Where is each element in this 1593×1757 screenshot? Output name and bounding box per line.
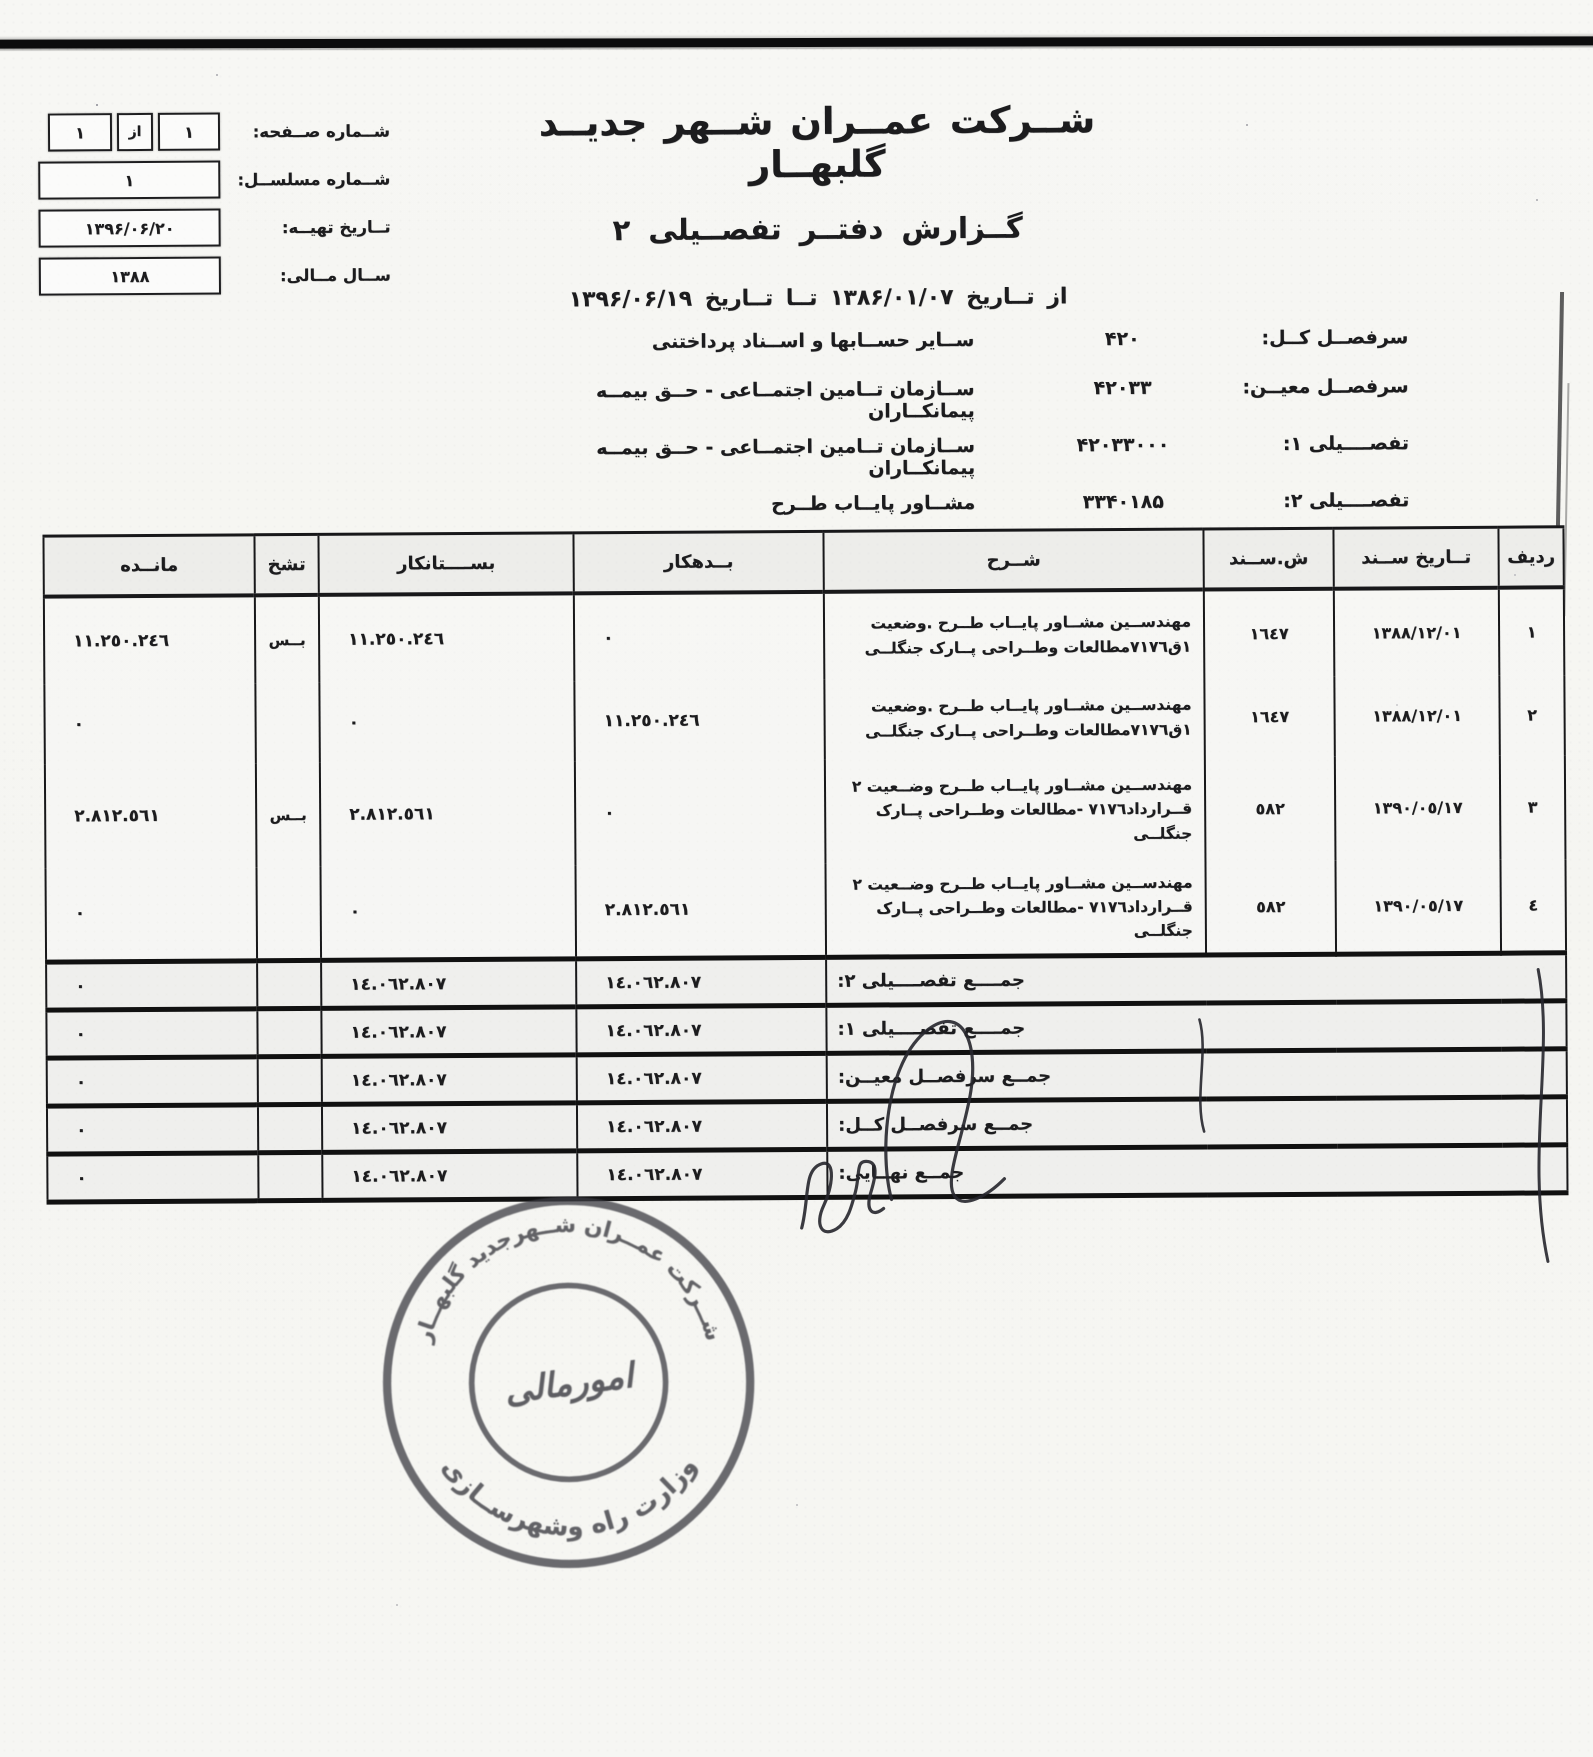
- cell-doc-no: ٥٨٢: [1205, 860, 1336, 955]
- subsidiary-heading-label: سرفصــل معیــن:: [1242, 375, 1409, 399]
- account-info-section: [550, 326, 1409, 543]
- col-header-row-no: ردیف: [1498, 527, 1563, 587]
- table-row: [44, 675, 1564, 764]
- stamp-center-text: امورمالی: [502, 1355, 636, 1412]
- fiscal-year-boxes: [39, 257, 221, 296]
- cell-doc-no: ١٦٤٧: [1204, 588, 1335, 677]
- report-date-range: از تــاریخ ۱۳۸۶/۰۱/۰۷ تــا تــاریخ ۱۳۹۶/۰۶/۱۹: [568, 284, 1068, 313]
- summary-debit: ١٤.٠٦٢.٨٠٧: [577, 1101, 827, 1151]
- cell-doc-date: ١٣٩٠/٠٥/١٧: [1335, 859, 1501, 954]
- summary-type: [258, 1056, 322, 1104]
- summary-debit: ١٤.٠٦٢.٨٠٧: [576, 1005, 826, 1055]
- summary-balance: ٠: [47, 1057, 258, 1106]
- summary-debit: ١٤.٠٦٢.٨٠٧: [577, 1053, 827, 1103]
- report-title: گــزارش دفتــر تفصــیلی ۲: [612, 210, 1023, 248]
- cell-type: [256, 866, 321, 960]
- general-heading-title: ســایر حســابها و اســناد پرداختنی: [651, 328, 975, 353]
- summary-balance: ٠: [46, 1009, 257, 1058]
- serial-number-box: ۱: [38, 161, 220, 200]
- general-heading-code: ۴۲۰: [1104, 327, 1140, 351]
- cell-debit: ٠: [574, 591, 825, 681]
- cell-debit: ٠: [575, 759, 826, 865]
- cell-balance: ٢.٨١٢.٥٦١: [45, 763, 257, 868]
- cell-doc-date: ١٣٨٨/١٢/٠١: [1334, 675, 1499, 756]
- summary-label: جمــع سرفصــل کــل:: [827, 1097, 1567, 1150]
- cell-description: مهندســین مشــاور پایــاب طــرح وضــعیت ٢ قــرارداد٧١٧٦ -مطالعات وطــراحی پــارک جنگلــی: [825, 757, 1206, 863]
- cell-row-no: ٤: [1500, 859, 1566, 953]
- signature-mid-pen-stroke: [1199, 1020, 1204, 1132]
- cell-credit: ٠: [320, 865, 576, 961]
- cell-doc-date: ١٣٩٠/٠٥/١٧: [1335, 755, 1501, 860]
- meta-row-prep-date: [20, 206, 392, 248]
- cell-balance: ١١.٢٥٠.٢٤٦: [44, 595, 256, 684]
- summary-label: جمــع سرفصــل معیــن:: [827, 1049, 1567, 1102]
- prep-date-label: تــاریخ تهیــه:: [281, 216, 391, 237]
- table-row: [44, 587, 1565, 684]
- summary-type: [258, 1104, 322, 1152]
- serial-number-boxes: [38, 161, 220, 200]
- table-row: [45, 755, 1566, 868]
- meta-row-serial-number: [20, 158, 392, 200]
- summary-label: جمــــع تفصــــیلی ۱:: [826, 1001, 1566, 1054]
- meta-row-fiscal-year: [21, 254, 393, 296]
- summary-type: [258, 1152, 322, 1200]
- col-header-description: شــرح: [823, 529, 1203, 591]
- ledger-table-header: [43, 527, 1563, 596]
- signature-edge-pen-stroke: [1538, 969, 1548, 1261]
- summary-balance: ٠: [47, 1153, 258, 1202]
- cell-debit: ١١.٢٥٠.٢٤٦: [574, 679, 824, 761]
- page-total-box: ۱: [48, 113, 112, 151]
- detail-1-label: تفصــــیلی ۱:: [1282, 432, 1409, 456]
- summary-debit: ١٤.٠٦٢.٨٠٧: [577, 1149, 827, 1199]
- prep-date-boxes: [38, 209, 220, 248]
- account-row-detail-2: [551, 489, 1409, 530]
- page-of-box: از: [117, 113, 153, 151]
- cell-doc-no: ٥٨٢: [1205, 756, 1336, 861]
- detail-2-title: مشــاور پایــاب طــرح: [771, 491, 976, 516]
- ledger-table-body: [44, 587, 1566, 962]
- document-header: [467, 98, 1168, 313]
- cell-row-no: ١: [1499, 587, 1565, 675]
- stamp-top-text: وزارت راه وشهرســازی: [435, 1451, 703, 1543]
- meta-row-page-number: [20, 110, 392, 152]
- cell-description: مهندســین مشــاور پایــاب طــرح وضــعیت ٢ قــرارداد٧١٧٦ -مطالعات وطــراحی پــارک جنگلــی: [825, 861, 1206, 957]
- summary-label: جمــع نهــایی:: [827, 1145, 1567, 1198]
- page-number-label: شــماره صــفحه:: [252, 120, 391, 141]
- cell-row-no: ٢: [1499, 675, 1564, 755]
- subsidiary-heading-code: ۴۲۰۳۳: [1093, 376, 1152, 400]
- table-row: [46, 859, 1567, 962]
- summary-credit: ١٤.٠٦٢.٨٠٧: [321, 959, 576, 1009]
- cell-row-no: ٣: [1500, 755, 1566, 859]
- summary-label: جمــــع تفصــــیلی ۲:: [826, 953, 1566, 1006]
- col-header-doc-no: ش.ســند: [1203, 528, 1333, 589]
- summary-debit: ١٤.٠٦٢.٨٠٧: [576, 957, 826, 1007]
- col-header-debit: بــدهکار: [573, 531, 823, 593]
- cell-balance: ٠: [46, 867, 258, 962]
- signature-loop-stroke: [885, 1021, 1005, 1202]
- summary-credit: ١٤.٠٦٢.٨٠٧: [322, 1055, 577, 1105]
- page-number-boxes: [38, 113, 220, 152]
- account-row-subsidiary: [551, 375, 1409, 424]
- cell-doc-no: ١٦٤٧: [1204, 676, 1334, 757]
- serial-number-label: شــماره مسلســل:: [237, 168, 391, 189]
- detail-2-code: ۳۳۴۰۱۸۵: [1082, 490, 1164, 514]
- cell-debit: ٢.٨١٢.٥٦١: [575, 863, 826, 959]
- summary-balance: ٠: [46, 961, 257, 1010]
- summary-credit: ١٤.٠٦٢.٨٠٧: [322, 1103, 577, 1153]
- cell-type: [255, 682, 319, 762]
- meta-panel: [20, 110, 393, 304]
- handwritten-signature: [702, 955, 1593, 1310]
- account-row-detail-1: [551, 432, 1409, 481]
- col-header-type: تشخ: [254, 534, 318, 594]
- detail-1-title: ســازمان تــامین اجتمــاعی - حــق بیمــه پیمانکــاران: [596, 434, 976, 480]
- summary-credit: ١٤.٠٦٢.٨٠٧: [322, 1151, 577, 1201]
- cell-type: بــس: [255, 594, 320, 682]
- subsidiary-heading-title: ســازمان تــامین اجتمــاعی - حــق بیمــه پیمانکــاران: [595, 377, 975, 423]
- summary-type: [257, 960, 321, 1008]
- col-header-credit: بســــتانکار: [318, 533, 573, 595]
- detail-2-label: تفصــــیلی ۲:: [1283, 489, 1410, 513]
- summary-balance: ٠: [47, 1105, 258, 1154]
- signature-main-stroke: [801, 1161, 883, 1232]
- cell-credit: ١١.٢٥٠.٢٤٦: [319, 593, 575, 683]
- general-heading-label: سرفصــل کــل:: [1261, 326, 1409, 350]
- fiscal-year-box: ۱۳۸۸: [39, 257, 221, 296]
- cell-type: بــس: [256, 762, 321, 866]
- cell-credit: ٢.٨١٢.٥٦١: [320, 761, 576, 867]
- detail-1-code: ۴۲۰۳۳۰۰۰: [1076, 433, 1170, 457]
- col-header-balance: مانــده: [43, 535, 254, 596]
- fiscal-year-label: ســال مــالی:: [279, 264, 391, 285]
- cell-description: مهندســین مشــاور پایــاب طــرح .وضعیت ١ق٧١٧٦مطالعات وطــراحی پــارک جنگلــی: [824, 677, 1204, 759]
- cell-credit: ٠: [319, 681, 574, 763]
- prep-date-box: ۱۳۹۶/۰۶/۲۰: [38, 209, 220, 248]
- summary-credit: ١٤.٠٦٢.٨٠٧: [321, 1007, 576, 1057]
- account-row-general: [550, 326, 1408, 367]
- cell-balance: ٠: [44, 683, 255, 764]
- col-header-doc-date: تــاریخ ســند: [1333, 527, 1498, 588]
- cell-doc-date: ١٣٨٨/١٢/٠١: [1334, 587, 1500, 676]
- page-current-box: ۱: [158, 113, 220, 151]
- cell-description: مهندســین مشــاور پایــاب طــرح .وضعیت ١ق٧١٧٦مطالعات وطــراحی پــارک جنگلــی: [824, 589, 1205, 679]
- stamp-bottom-text: شــرکت عمــران شــهرجدید گلبهــار: [411, 1212, 726, 1346]
- company-name: شــرکت عمــران شــهر جدیــد گلبهــار: [538, 98, 1096, 187]
- summary-type: [257, 1008, 321, 1056]
